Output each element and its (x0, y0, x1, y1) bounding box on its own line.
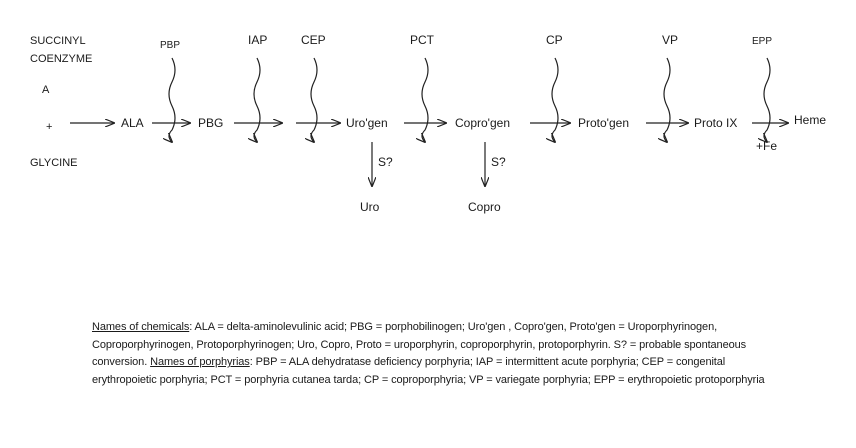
product-copro: Copro (468, 200, 501, 214)
branch-label-s-uro: S? (378, 155, 393, 169)
disease-pct: PCT (410, 33, 434, 47)
label-plus: + (46, 121, 53, 133)
disease-pbp: PBP (160, 40, 181, 51)
product-uro: Uro (360, 200, 380, 214)
legend-porphyria-text: : PBP = ALA dehydratase deficiency porphyria; IAP = intermittent acute porphyria; CEP = congenital erythropoietic porphyria; PCT = porphyria cutanea tarda; CP = coproporphyria; VP = variegate porphyria; EPP = erythropoietic protoporphyria (92, 356, 765, 386)
node-protogen: Proto'gen (578, 116, 629, 130)
legend-chem-heading: Names of chemicals (92, 321, 190, 333)
node-ala: ALA (121, 116, 144, 130)
wavy-arrow-cep (311, 58, 317, 142)
disease-vp: VP (662, 33, 679, 47)
legend (92, 319, 772, 389)
label-succinyl: SUCCINYL (30, 35, 86, 47)
node-urogen: Uro'gen (346, 116, 388, 130)
label-a: A (42, 84, 50, 96)
disease-iap: IAP (248, 33, 268, 47)
branch-label-s-copro: S? (491, 155, 506, 169)
wavy-arrow-pbp (169, 58, 175, 142)
node-pbg: PBG (198, 116, 224, 130)
label-glycine: GLYCINE (30, 157, 78, 169)
legend-chem-text: : ALA = delta-aminolevulinic acid; PBG = porphobilinogen; Uro'gen , Copro'gen, Proto'gen = Uroporphyrinogen, Coproporphyrinogen, Protoporphyrinogen; Uro, Copro, Proto = uroporphyrin, coproporphyrin, protoporphyrin. S? = probable spontaneous conversion. (92, 321, 747, 368)
wavy-arrow-vp (664, 58, 670, 142)
disease-epp: EPP (752, 36, 773, 47)
node-heme: Heme (794, 113, 827, 127)
disease-cep: CEP (301, 33, 326, 47)
label-iron: +Fe (756, 139, 778, 153)
legend-porphyria-heading: Names of porphyrias (150, 356, 250, 368)
disease-cp: CP (546, 33, 563, 47)
wavy-arrow-cp (552, 58, 558, 142)
label-coenzyme: COENZYME (30, 53, 93, 65)
wavy-arrow-pct (422, 58, 428, 142)
wavy-arrow-epp (764, 58, 770, 142)
wavy-arrow-iap (254, 58, 260, 142)
node-protoix: Proto IX (694, 116, 738, 130)
node-coprogen: Copro'gen (455, 116, 510, 130)
